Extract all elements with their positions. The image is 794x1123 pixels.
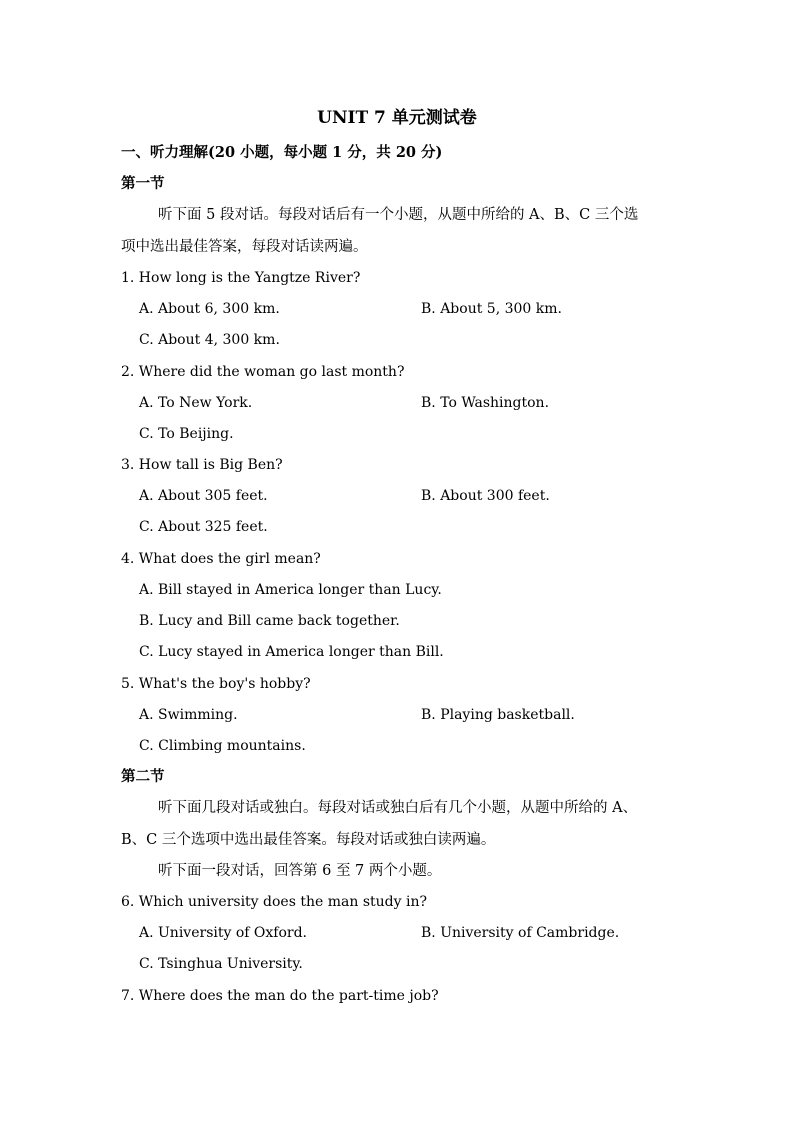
question-5: 5. What's the boy's hobby? <box>121 676 311 692</box>
option-1a: A. About 6, 300 km. <box>139 301 280 317</box>
option-5a: A. Swimming. <box>139 707 238 723</box>
option-3b: B. About 300 feet. <box>421 488 550 504</box>
question-4: 4. What does the girl mean? <box>121 551 321 567</box>
option-4b: B. Lucy and Bill came back together. <box>139 613 400 629</box>
section1-instruction-2: 项中选出最佳答案，每段对话读两遍。 <box>121 239 368 255</box>
page-title: UNIT 7 单元测试卷 <box>317 108 477 128</box>
option-5c: C. Climbing mountains. <box>139 738 306 754</box>
option-3c: C. About 325 feet. <box>139 519 268 535</box>
option-2a: A. To New York. <box>139 395 253 411</box>
section1-heading: 第一节 <box>121 175 165 192</box>
question-1: 1. How long is the Yangtze River? <box>121 270 361 286</box>
option-1b: B. About 5, 300 km. <box>421 301 562 317</box>
part1-heading: 一、听力理解(20 小题，每小题 1 分，共 20 分) <box>121 144 443 161</box>
option-3a: A. About 305 feet. <box>139 488 268 504</box>
option-4c: C. Lucy stayed in America longer than Bill. <box>139 644 444 660</box>
question-7: 7. Where does the man do the part-time job? <box>121 988 439 1004</box>
option-5b: B. Playing basketball. <box>421 707 575 723</box>
question-3: 3. How tall is Big Ben? <box>121 457 283 473</box>
question-2: 2. Where did the woman go last month? <box>121 364 405 380</box>
section1-instruction-1: 听下面 5 段对话。每段对话后有一个小题，从题中所给的 A、B、C 三个选 <box>158 207 639 223</box>
section2-heading: 第二节 <box>121 768 165 785</box>
option-2c: C. To Beijing. <box>139 426 234 442</box>
option-2b: B. To Washington. <box>421 395 550 411</box>
option-6b: B. University of Cambridge. <box>421 925 620 941</box>
section2-instruction-1: 听下面几段对话或独白。每段对话或独白后有几个小题，从题中所给的 A、 <box>158 800 638 816</box>
section2-instruction-2: B、C 三个选项中选出最佳答案。每段对话或独白读两遍。 <box>121 832 496 848</box>
option-1c: C. About 4, 300 km. <box>139 332 280 348</box>
option-6a: A. University of Oxford. <box>139 925 307 941</box>
question-6: 6. Which university does the man study in? <box>121 894 427 910</box>
option-6c: C. Tsinghua University. <box>139 956 303 972</box>
option-4a: A. Bill stayed in America longer than Lucy. <box>139 582 442 598</box>
section2-sub-instruction: 听下面一段对话，回答第 6 至 7 两个小题。 <box>158 863 442 879</box>
